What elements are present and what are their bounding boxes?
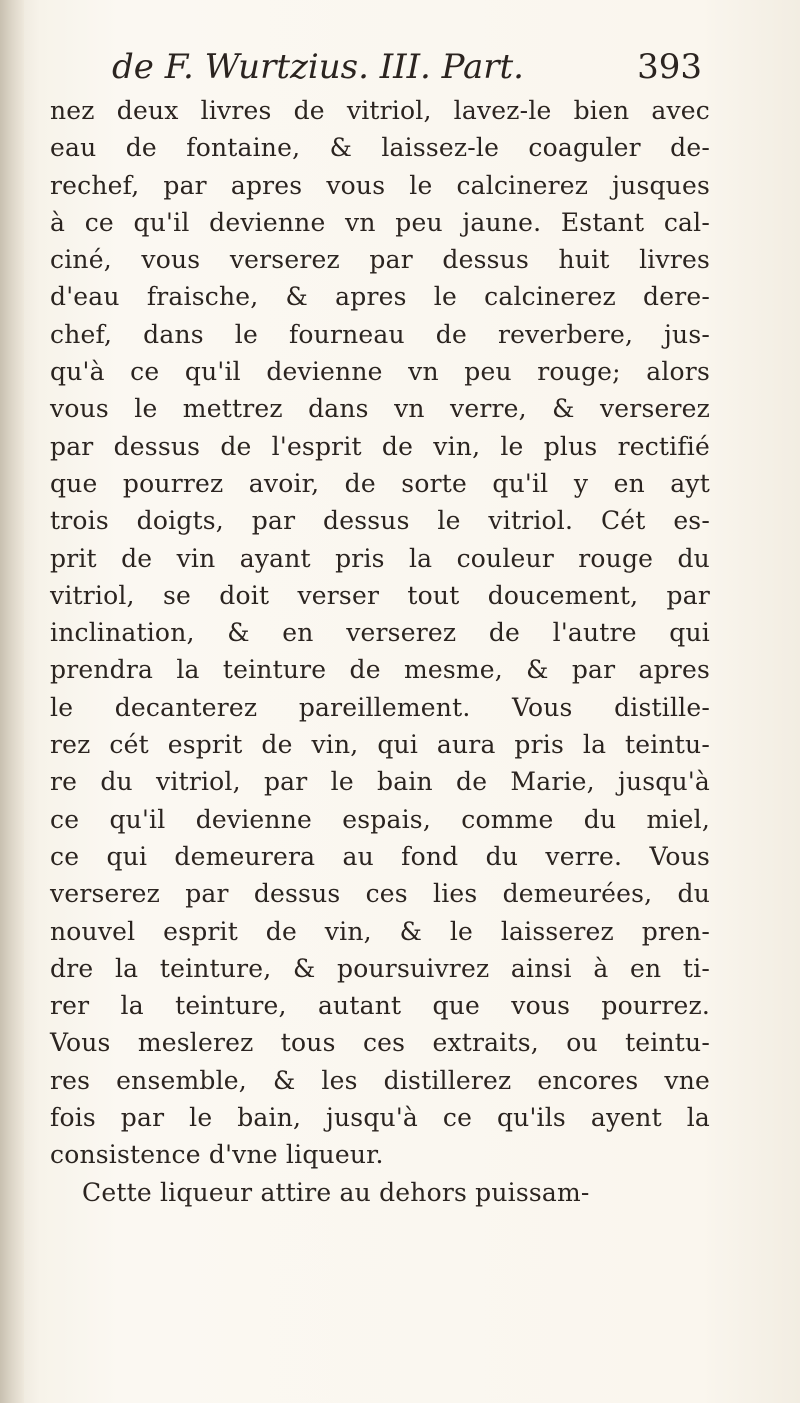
text-line: rez cét esprit de vin, qui aura pris la teintu-: [50, 730, 710, 760]
text-line: vous le mettrez dans vn verre, & verserez: [50, 394, 710, 424]
text-line: rechef, par apres vous le calcinerez jusques: [50, 170, 710, 200]
text-line: ce qui demeurera au fond du verre. Vous: [50, 841, 710, 871]
text-line: nouvel esprit de vin, & le laisserez pren-: [50, 916, 710, 946]
text-line: que pourrez avoir, de sorte qu'il y en ayt: [50, 468, 710, 498]
text-line: eau de fontaine, & laissez-le coaguler de-: [50, 133, 710, 163]
page-header: [112, 42, 702, 92]
text-line: res ensemble, & les distillerez encores vne: [50, 1065, 710, 1095]
paragraph-start-line: Cette liqueur attire au dehors puissam-: [82, 1177, 590, 1207]
text-line: inclination, & en verserez de l'autre qui: [50, 618, 710, 648]
text-line: à ce qu'il devienne vn peu jaune. Estant cal-: [50, 207, 710, 237]
body-text: [50, 92, 710, 1211]
text-line: par dessus de l'esprit de vin, le plus rectifié: [50, 431, 710, 461]
text-line: prendra la teinture de mesme, & par apres: [50, 655, 710, 685]
text-line: trois doigts, par dessus le vitriol. Cét es-: [50, 506, 710, 536]
text-line: verserez par dessus ces lies demeurées, du: [50, 879, 710, 909]
text-line: fois par le bain, jusqu'à ce qu'ils ayent la: [50, 1103, 710, 1133]
text-line: Vous meslerez tous ces extraits, ou teintu-: [50, 1028, 710, 1058]
text-line: qu'à ce qu'il devienne vn peu rouge; alors: [50, 357, 710, 387]
text-line: ciné, vous verserez par dessus huit livres: [50, 245, 710, 275]
text-line: consistence d'vne liqueur.: [50, 1140, 384, 1170]
page-number: 393: [637, 47, 702, 87]
running-title: de F. Wurtzius. III. Part.: [112, 47, 524, 87]
text-line: re du vitriol, par le bain de Marie, jusqu'à: [50, 767, 710, 797]
text-line: d'eau fraische, & apres le calcinerez dere-: [50, 282, 710, 312]
text-line: prit de vin ayant pris la couleur rouge du: [50, 543, 710, 573]
text-line: rer la teinture, autant que vous pourrez.: [50, 991, 710, 1021]
text-line: le decanterez pareillement. Vous distille-: [50, 692, 710, 722]
text-line: chef, dans le fourneau de reverbere, jus-: [50, 319, 710, 349]
text-line: dre la teinture, & poursuivrez ainsi à en ti-: [50, 953, 710, 983]
text-line: vitriol, se doit verser tout doucement, par: [50, 580, 710, 610]
page-binding-edge: [0, 0, 24, 1403]
text-line: ce qu'il devienne espais, comme du miel,: [50, 804, 710, 834]
text-line: nez deux livres de vitriol, lavez-le bien avec: [50, 96, 710, 125]
